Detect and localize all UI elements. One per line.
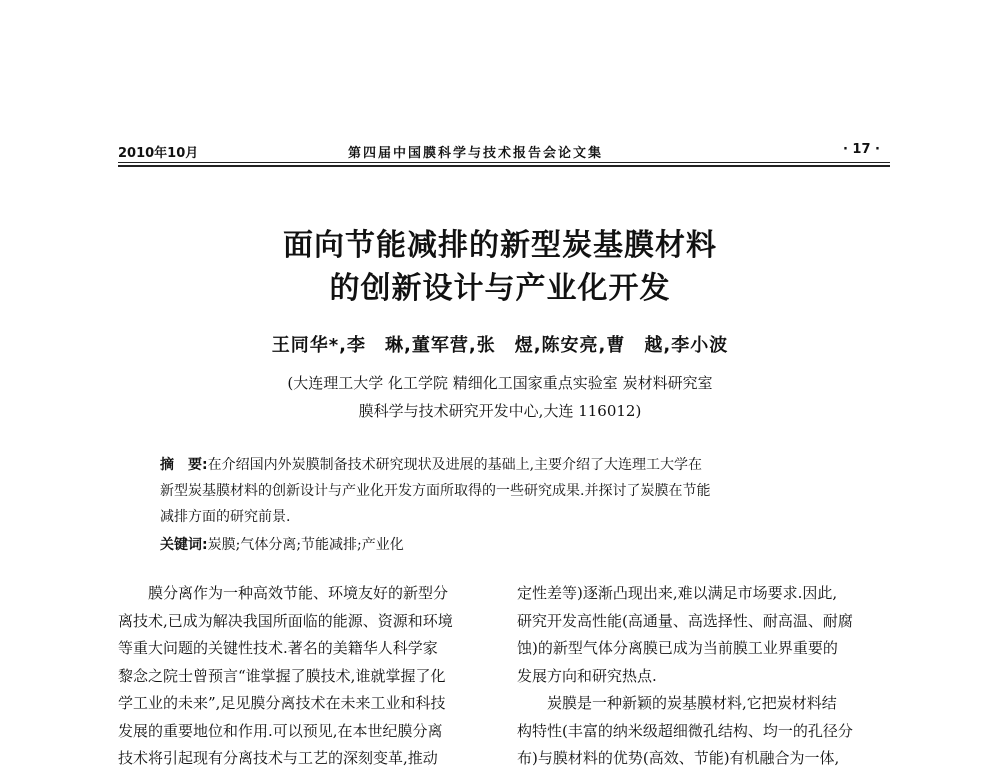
body-line: 膜分离作为一种高效节能、环境友好的新型分: [148, 584, 449, 602]
header-page-number: · 17 ·: [842, 142, 880, 157]
body-column-left: [118, 580, 490, 773]
body-line: 布)与膜材料的优势(高效、节能)有机融合为一体,: [517, 749, 840, 767]
author-list: 王同华*,李 琳,董军营,张 煜,陈安亮,曹 越,李小波: [271, 335, 729, 356]
body-column-right: [517, 580, 889, 773]
abstract-label: 摘 要:: [160, 457, 208, 473]
body-line: 黎念之院士曾预言“谁掌握了膜技术,谁就掌握了化: [118, 666, 446, 685]
body-line: 构特性(丰富的纳米级超细微孔结构、均一的孔径分: [517, 721, 853, 740]
affiliation-line-2: 膜科学与技术研究开发中心,大连 116012): [358, 402, 642, 420]
body-line: 技术将引起现有分离技术与工艺的深刻变革,推动: [118, 749, 438, 767]
abstract-line-2: 新型炭基膜材料的创新设计与产业化开发方面所取得的一些研究成果.并探讨了炭膜在节能: [160, 483, 711, 499]
header-rule-thick: [118, 165, 890, 167]
body-line: 学工业的未来”,足见膜分离技术在未来工业和科技: [118, 694, 446, 712]
body-line: 定性差等)逐渐凸现出来,难以满足市场要求.因此,: [517, 584, 838, 602]
affiliation-line-1: (大连理工大学 化工学院 精细化工国家重点实验室 炭材料研究室: [287, 374, 713, 392]
body-line: 炭膜是一种新颖的炭基膜材料,它把炭材料结: [547, 694, 837, 712]
abstract-text-1: 在介绍国内外炭膜制备技术研究现状及进展的基础上,主要介绍了大连理工大学在: [207, 457, 703, 473]
abstract-line-1: [160, 452, 860, 478]
body-line: 蚀)的新型气体分离膜已成为当前膜工业界重要的: [517, 639, 838, 657]
body-line: 等重大问题的关键性技术.著名的美籍华人科学家: [118, 639, 438, 657]
paper-title-line-2: 的创新设计与产业化开发: [329, 271, 671, 306]
body-line: 离技术,已成为解决我国所面临的能源、资源和环境: [118, 611, 453, 630]
running-header: [118, 138, 890, 164]
header-journal-title: 第四届中国膜科学与技术报告会论文集: [348, 146, 604, 161]
body-line: 发展方向和研究热点.: [517, 666, 657, 685]
paper-title-line-1: 面向节能减排的新型炭基膜材料: [283, 228, 717, 263]
abstract-line-3: 减排方面的研究前景.: [160, 509, 291, 525]
header-rule-thin: [118, 162, 890, 163]
keywords-label: 关键词:: [160, 537, 208, 553]
body-line: 研究开发高性能(高通量、高选择性、耐高温、耐腐: [517, 611, 853, 630]
keywords-line: [160, 532, 860, 558]
body-line: 发展的重要地位和作用.可以预见,在本世纪膜分离: [118, 721, 443, 740]
header-date: 2010年10月: [118, 146, 199, 161]
keywords-text: 炭膜;气体分离;节能减排;产业化: [207, 537, 404, 553]
